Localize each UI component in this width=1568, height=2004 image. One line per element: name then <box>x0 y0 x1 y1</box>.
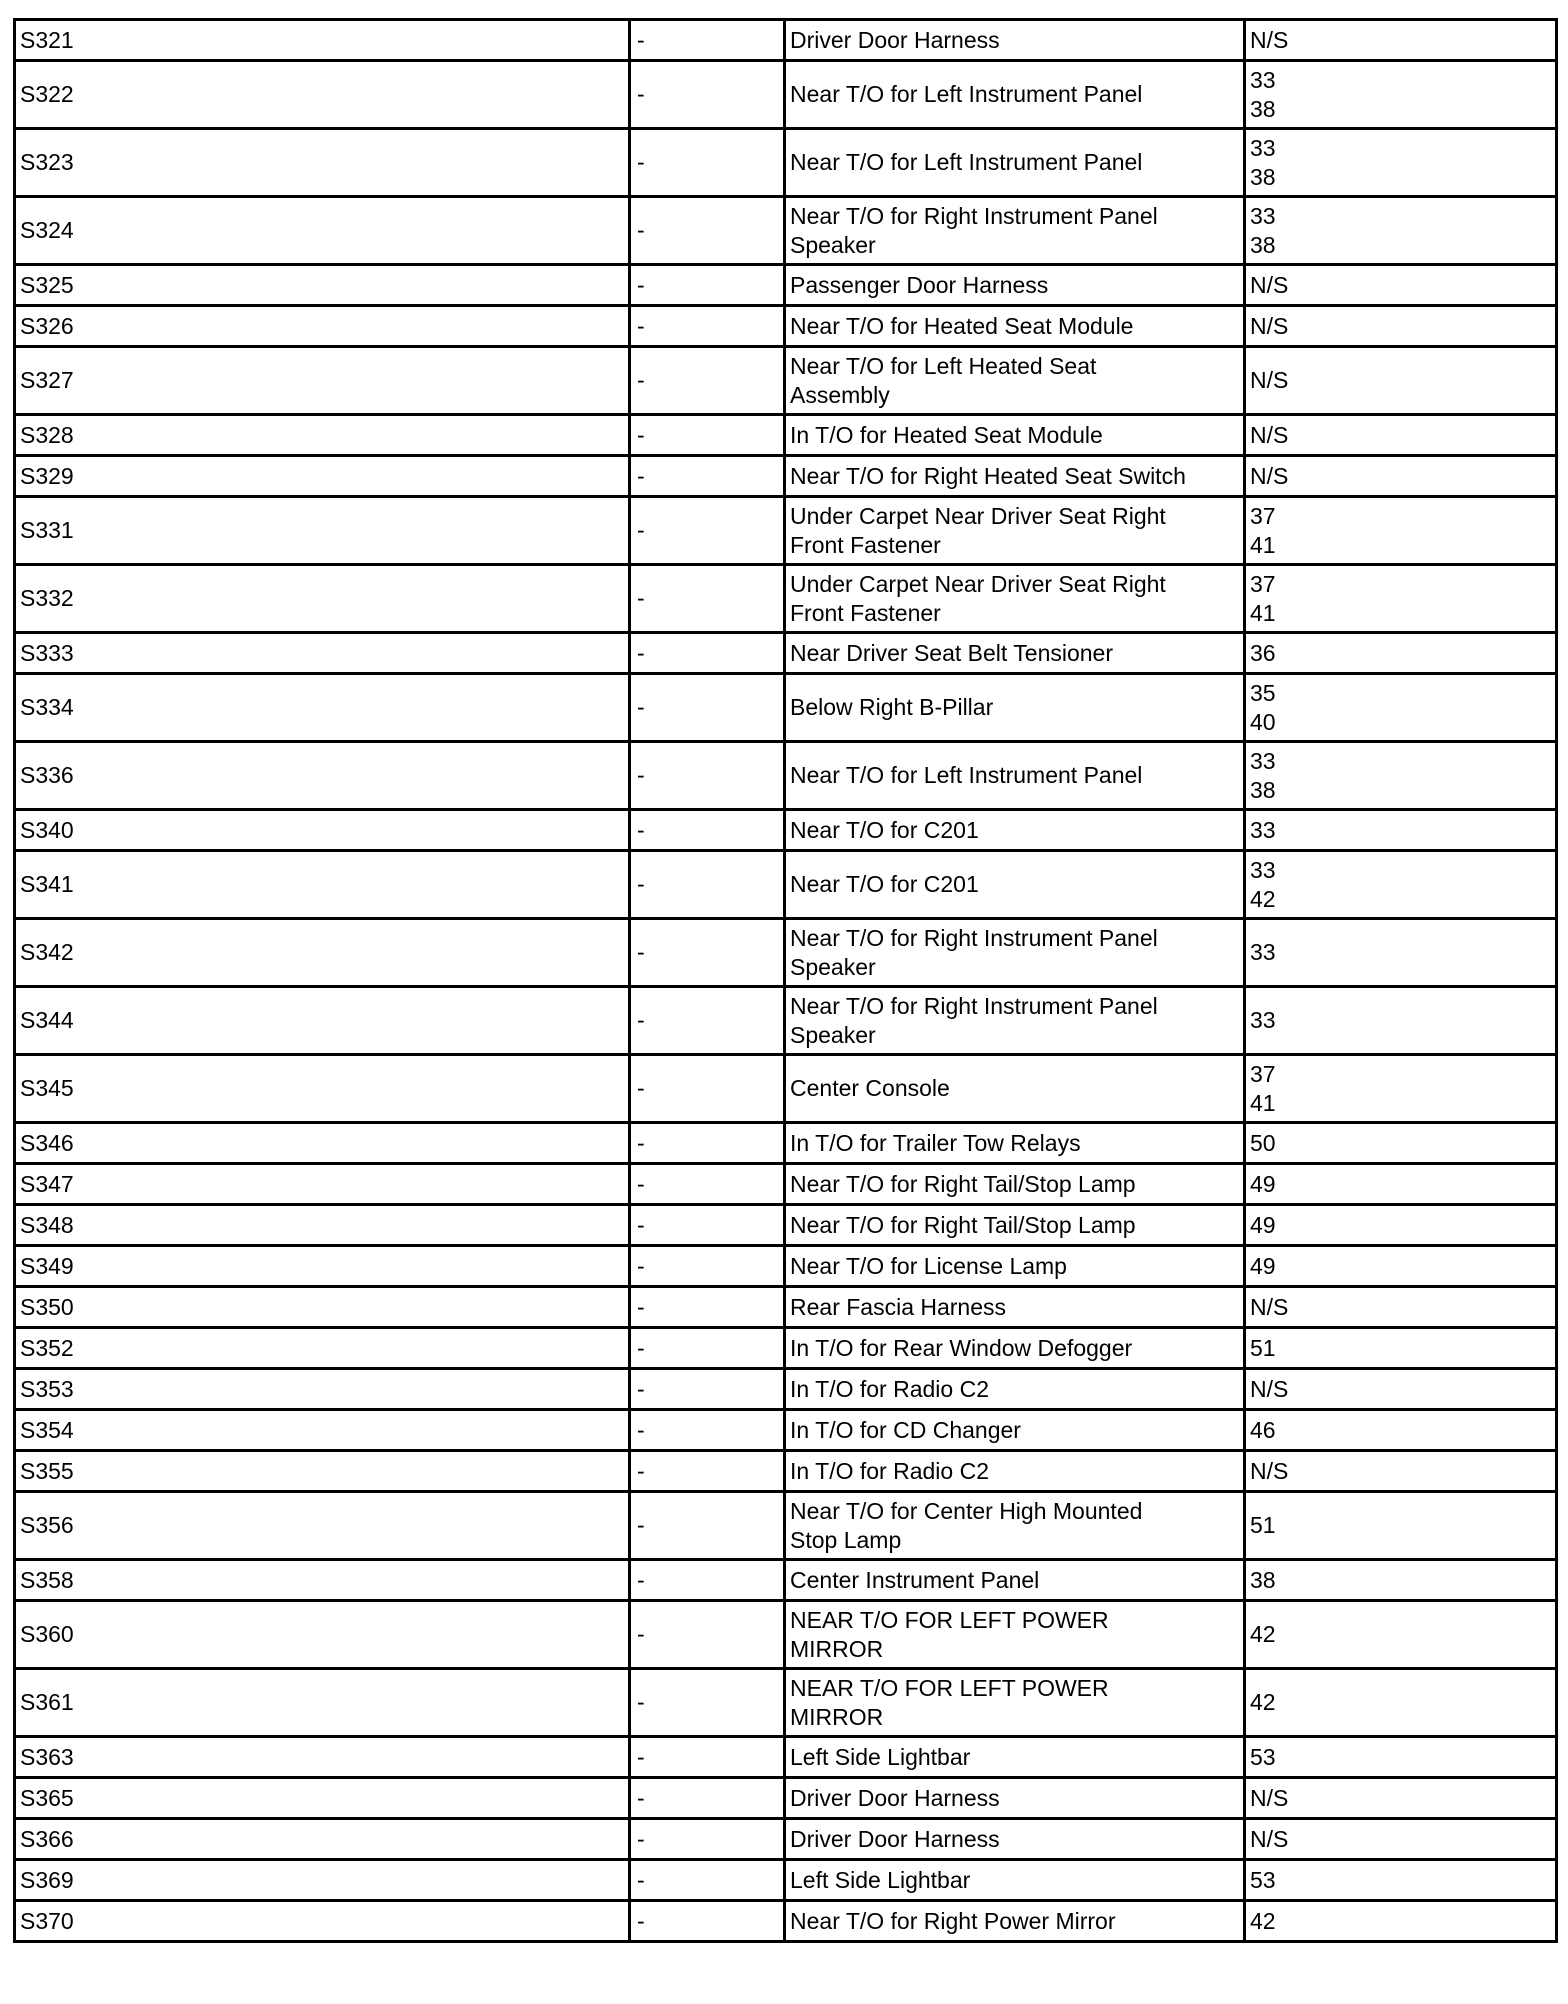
location-cell: Driver Door Harness <box>785 1778 1245 1819</box>
splice-id-cell: S346 <box>15 1123 630 1164</box>
splice-id-cell: S332 <box>15 565 630 633</box>
location-cell: Center Console <box>785 1055 1245 1123</box>
separator-cell: - <box>630 1055 785 1123</box>
page-cell: N/S <box>1245 1451 1557 1492</box>
splice-id-cell: S356 <box>15 1492 630 1560</box>
location-cell: Near Driver Seat Belt Tensioner <box>785 633 1245 674</box>
location-cell: Near T/O for Right Instrument Panel Speaker <box>785 987 1245 1055</box>
table-row <box>15 497 1557 565</box>
page-cell: N/S <box>1245 347 1557 415</box>
page-cell: 33 <box>1245 810 1557 851</box>
splice-id-cell: S328 <box>15 415 630 456</box>
location-cell: Near T/O for Right Tail/Stop Lamp <box>785 1164 1245 1205</box>
splice-id-cell: S333 <box>15 633 630 674</box>
table-row <box>15 987 1557 1055</box>
page-cell: 33 <box>1245 919 1557 987</box>
table-row <box>15 1778 1557 1819</box>
page-cell: 35 40 <box>1245 674 1557 742</box>
location-cell: Near T/O for Center High Mounted Stop Lamp <box>785 1492 1245 1560</box>
splice-id-cell: S331 <box>15 497 630 565</box>
location-cell: Below Right B-Pillar <box>785 674 1245 742</box>
separator-cell: - <box>630 1819 785 1860</box>
page-cell: 53 <box>1245 1860 1557 1901</box>
splice-id-cell: S326 <box>15 306 630 347</box>
page-cell: 37 41 <box>1245 565 1557 633</box>
splice-id-cell: S323 <box>15 129 630 197</box>
page-cell: 49 <box>1245 1246 1557 1287</box>
splice-id-cell: S336 <box>15 742 630 810</box>
location-cell: Driver Door Harness <box>785 1819 1245 1860</box>
table-row <box>15 1369 1557 1410</box>
page-cell: 49 <box>1245 1164 1557 1205</box>
page-cell: N/S <box>1245 415 1557 456</box>
separator-cell: - <box>630 1123 785 1164</box>
table-row <box>15 20 1557 61</box>
table-row <box>15 1492 1557 1560</box>
page-cell: 33 <box>1245 987 1557 1055</box>
page-cell: 49 <box>1245 1205 1557 1246</box>
separator-cell: - <box>630 1901 785 1942</box>
separator-cell: - <box>630 1560 785 1601</box>
splice-id-cell: S321 <box>15 20 630 61</box>
page-cell: N/S <box>1245 456 1557 497</box>
location-cell: Left Side Lightbar <box>785 1737 1245 1778</box>
splice-location-table <box>13 18 1558 1943</box>
splice-id-cell: S344 <box>15 987 630 1055</box>
splice-id-cell: S349 <box>15 1246 630 1287</box>
separator-cell: - <box>630 1287 785 1328</box>
separator-cell: - <box>630 306 785 347</box>
splice-id-cell: S366 <box>15 1819 630 1860</box>
splice-id-cell: S347 <box>15 1164 630 1205</box>
table-row <box>15 851 1557 919</box>
location-cell: Driver Door Harness <box>785 20 1245 61</box>
separator-cell: - <box>630 1601 785 1669</box>
separator-cell: - <box>630 987 785 1055</box>
separator-cell: - <box>630 415 785 456</box>
location-cell: Under Carpet Near Driver Seat Right Front Fastener <box>785 497 1245 565</box>
table-row <box>15 1560 1557 1601</box>
page-cell: N/S <box>1245 1369 1557 1410</box>
table-row <box>15 674 1557 742</box>
splice-id-cell: S369 <box>15 1860 630 1901</box>
location-cell: In T/O for Rear Window Defogger <box>785 1328 1245 1369</box>
table-row <box>15 306 1557 347</box>
table-row <box>15 1737 1557 1778</box>
location-cell: Near T/O for C201 <box>785 810 1245 851</box>
separator-cell: - <box>630 497 785 565</box>
table-row <box>15 1410 1557 1451</box>
splice-id-cell: S365 <box>15 1778 630 1819</box>
separator-cell: - <box>630 1246 785 1287</box>
location-cell: Near T/O for Left Instrument Panel <box>785 61 1245 129</box>
location-cell: Center Instrument Panel <box>785 1560 1245 1601</box>
table-row <box>15 197 1557 265</box>
splice-id-cell: S329 <box>15 456 630 497</box>
table-row <box>15 1901 1557 1942</box>
table-row <box>15 1860 1557 1901</box>
page-cell: 38 <box>1245 1560 1557 1601</box>
separator-cell: - <box>630 1778 785 1819</box>
separator-cell: - <box>630 1205 785 1246</box>
splice-id-cell: S327 <box>15 347 630 415</box>
table-row <box>15 742 1557 810</box>
location-cell: Left Side Lightbar <box>785 1860 1245 1901</box>
table-row <box>15 810 1557 851</box>
location-cell: NEAR T/O FOR LEFT POWER MIRROR <box>785 1669 1245 1737</box>
splice-id-cell: S341 <box>15 851 630 919</box>
separator-cell: - <box>630 1369 785 1410</box>
separator-cell: - <box>630 129 785 197</box>
separator-cell: - <box>630 810 785 851</box>
table-row <box>15 1669 1557 1737</box>
page-cell: N/S <box>1245 265 1557 306</box>
separator-cell: - <box>630 565 785 633</box>
table-row <box>15 129 1557 197</box>
separator-cell: - <box>630 674 785 742</box>
separator-cell: - <box>630 20 785 61</box>
table-row <box>15 456 1557 497</box>
separator-cell: - <box>630 1164 785 1205</box>
splice-id-cell: S353 <box>15 1369 630 1410</box>
page-cell: 50 <box>1245 1123 1557 1164</box>
separator-cell: - <box>630 633 785 674</box>
location-cell: Near T/O for Left Instrument Panel <box>785 742 1245 810</box>
location-cell: In T/O for Heated Seat Module <box>785 415 1245 456</box>
page-cell: 53 <box>1245 1737 1557 1778</box>
location-cell: Near T/O for Right Tail/Stop Lamp <box>785 1205 1245 1246</box>
separator-cell: - <box>630 1737 785 1778</box>
separator-cell: - <box>630 1669 785 1737</box>
splice-id-cell: S361 <box>15 1669 630 1737</box>
splice-id-cell: S340 <box>15 810 630 851</box>
page-cell: 33 38 <box>1245 129 1557 197</box>
table-row <box>15 1246 1557 1287</box>
table-row <box>15 1164 1557 1205</box>
page-cell: 37 41 <box>1245 497 1557 565</box>
table-row <box>15 1123 1557 1164</box>
location-cell: Near T/O for License Lamp <box>785 1246 1245 1287</box>
splice-id-cell: S354 <box>15 1410 630 1451</box>
table-row <box>15 415 1557 456</box>
location-cell: Near T/O for Right Power Mirror <box>785 1901 1245 1942</box>
splice-id-cell: S363 <box>15 1737 630 1778</box>
splice-id-cell: S360 <box>15 1601 630 1669</box>
table-body <box>15 20 1557 1942</box>
separator-cell: - <box>630 347 785 415</box>
location-cell: Rear Fascia Harness <box>785 1287 1245 1328</box>
page-cell: 33 38 <box>1245 61 1557 129</box>
separator-cell: - <box>630 1328 785 1369</box>
table-row <box>15 347 1557 415</box>
page-cell: 51 <box>1245 1492 1557 1560</box>
location-cell: Passenger Door Harness <box>785 265 1245 306</box>
splice-id-cell: S342 <box>15 919 630 987</box>
table-row <box>15 61 1557 129</box>
page-cell: N/S <box>1245 1819 1557 1860</box>
location-cell: In T/O for CD Changer <box>785 1410 1245 1451</box>
splice-id-cell: S325 <box>15 265 630 306</box>
page-cell: 42 <box>1245 1669 1557 1737</box>
table-row <box>15 1287 1557 1328</box>
location-cell: Near T/O for Left Heated Seat Assembly <box>785 347 1245 415</box>
location-cell: Near T/O for Right Instrument Panel Speaker <box>785 197 1245 265</box>
page-cell: 33 42 <box>1245 851 1557 919</box>
splice-id-cell: S350 <box>15 1287 630 1328</box>
page-cell: N/S <box>1245 20 1557 61</box>
location-cell: In T/O for Trailer Tow Relays <box>785 1123 1245 1164</box>
page-cell: N/S <box>1245 1287 1557 1328</box>
page-cell: 42 <box>1245 1601 1557 1669</box>
table-row <box>15 1205 1557 1246</box>
splice-id-cell: S324 <box>15 197 630 265</box>
page-cell: 51 <box>1245 1328 1557 1369</box>
location-cell: Under Carpet Near Driver Seat Right Front Fastener <box>785 565 1245 633</box>
separator-cell: - <box>630 61 785 129</box>
page-cell: 46 <box>1245 1410 1557 1451</box>
page-cell: 42 <box>1245 1901 1557 1942</box>
page-cell: N/S <box>1245 1778 1557 1819</box>
separator-cell: - <box>630 919 785 987</box>
table-row <box>15 265 1557 306</box>
splice-id-cell: S355 <box>15 1451 630 1492</box>
location-cell: Near T/O for Right Heated Seat Switch <box>785 456 1245 497</box>
location-cell: Near T/O for Left Instrument Panel <box>785 129 1245 197</box>
separator-cell: - <box>630 1860 785 1901</box>
table-row <box>15 1451 1557 1492</box>
splice-id-cell: S358 <box>15 1560 630 1601</box>
separator-cell: - <box>630 1410 785 1451</box>
table-row <box>15 1819 1557 1860</box>
page-cell: 37 41 <box>1245 1055 1557 1123</box>
splice-id-cell: S345 <box>15 1055 630 1123</box>
table-row <box>15 919 1557 987</box>
splice-id-cell: S370 <box>15 1901 630 1942</box>
splice-id-cell: S334 <box>15 674 630 742</box>
separator-cell: - <box>630 456 785 497</box>
location-cell: Near T/O for Heated Seat Module <box>785 306 1245 347</box>
location-cell: In T/O for Radio C2 <box>785 1369 1245 1410</box>
separator-cell: - <box>630 197 785 265</box>
table-row <box>15 565 1557 633</box>
separator-cell: - <box>630 1492 785 1560</box>
page-cell: 36 <box>1245 633 1557 674</box>
location-cell: In T/O for Radio C2 <box>785 1451 1245 1492</box>
table-row <box>15 633 1557 674</box>
splice-id-cell: S352 <box>15 1328 630 1369</box>
page-cell: 33 38 <box>1245 742 1557 810</box>
table-row <box>15 1328 1557 1369</box>
separator-cell: - <box>630 851 785 919</box>
location-cell: NEAR T/O FOR LEFT POWER MIRROR <box>785 1601 1245 1669</box>
separator-cell: - <box>630 265 785 306</box>
separator-cell: - <box>630 1451 785 1492</box>
page-cell: N/S <box>1245 306 1557 347</box>
table-row <box>15 1055 1557 1123</box>
table-row <box>15 1601 1557 1669</box>
splice-id-cell: S348 <box>15 1205 630 1246</box>
separator-cell: - <box>630 742 785 810</box>
page-cell: 33 38 <box>1245 197 1557 265</box>
splice-id-cell: S322 <box>15 61 630 129</box>
location-cell: Near T/O for C201 <box>785 851 1245 919</box>
location-cell: Near T/O for Right Instrument Panel Speaker <box>785 919 1245 987</box>
